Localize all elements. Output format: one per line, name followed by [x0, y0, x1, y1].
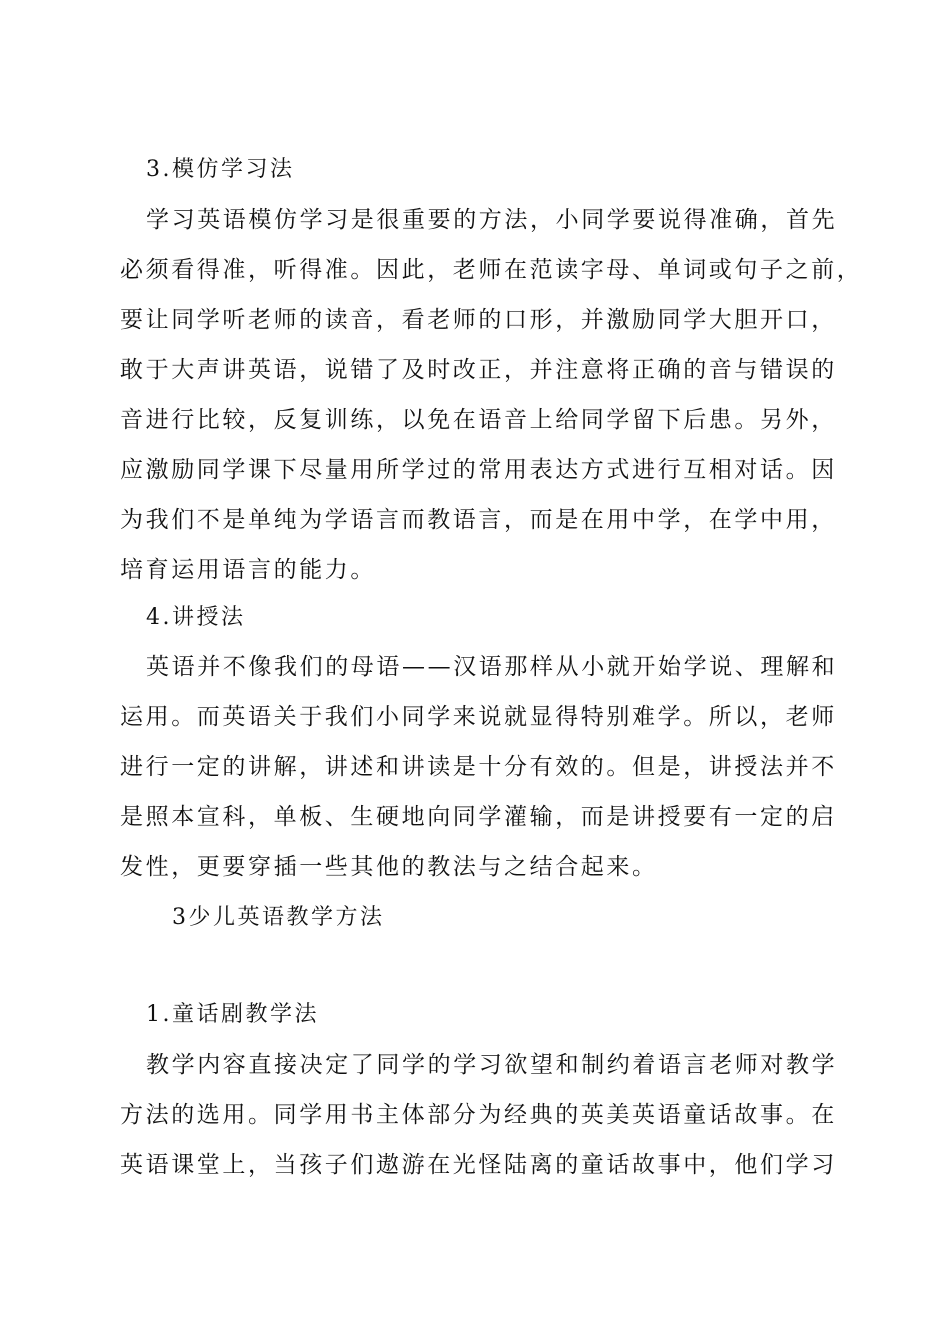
paragraph-line: 敢于大声讲英语，说错了及时改正，并注意将正确的音与错误的 [120, 357, 837, 383]
heading-imitation-method: 3.模仿学习法 [146, 157, 295, 182]
paragraph-line: 英语并不像我们的母语——汉语那样从小就开始学说、理解和 [146, 654, 838, 680]
paragraph-line: 要让同学听老师的读音，看老师的口形，并激励同学大胆开口， [120, 307, 837, 333]
paragraph-line: 方法的选用。同学用书主体部分为经典的英美英语童话故事。在 [120, 1102, 837, 1128]
heading-fairy-tale-method: 1.童话剧教学法 [146, 1002, 319, 1027]
paragraph-line: 教学内容直接决定了同学的学习欲望和制约着语言老师对教学 [146, 1052, 838, 1078]
paragraph-line: 学习英语模仿学习是很重要的方法，小同学要说得准确，首先 [146, 207, 838, 233]
paragraph-line: 是照本宣科，单板、生硬地向同学灌输，而是讲授要有一定的启 [120, 804, 837, 830]
paragraph-line: 培育运用语言的能力。 [120, 557, 376, 583]
paragraph-line: 为我们不是单纯为学语言而教语言，而是在用中学，在学中用， [120, 507, 837, 533]
paragraph-line: 进行一定的讲解，讲述和讲读是十分有效的。但是，讲授法并不 [120, 754, 837, 780]
paragraph-line: 应激励同学课下尽量用所学过的常用表达方式进行互相对话。因 [120, 457, 837, 483]
heading-lecture-method: 4.讲授法 [146, 605, 246, 630]
section-title: 3少儿英语教学方法 [172, 905, 385, 930]
paragraph-line: 音进行比较，反复训练，以免在语音上给同学留下后患。另外， [120, 407, 837, 433]
paragraph-line: 英语课堂上，当孩子们遨游在光怪陆离的童话故事中，他们学习 [120, 1152, 837, 1178]
paragraph-line: 发性，更要穿插一些其他的教法与之结合起来。 [120, 854, 658, 880]
paragraph-line: 必须看得准，听得准。因此，老师在范读字母、单词或句子之前， [120, 257, 863, 283]
paragraph-line: 运用。而英语关于我们小同学来说就显得特别难学。所以，老师 [120, 704, 837, 730]
